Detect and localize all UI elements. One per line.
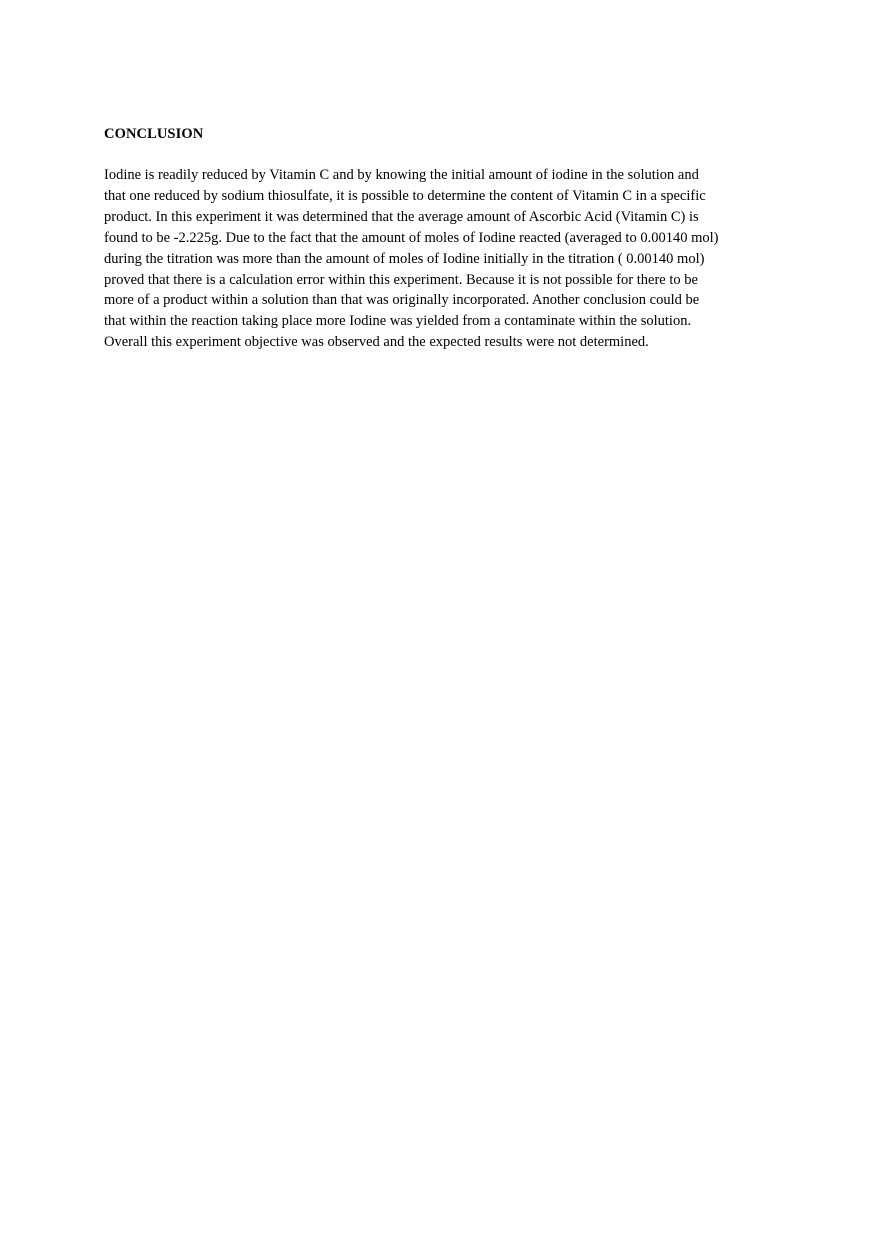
conclusion-paragraph	[104, 165, 794, 353]
paragraph-line: Overall this experiment objective was observed and the expected results were not determined.	[104, 334, 649, 351]
paragraph-line: found to be -2.225g. Due to the fact that the amount of moles of Iodine reacted (averaged to 0.00140 mol)	[104, 229, 719, 246]
paragraph-line: Iodine is readily reduced by Vitamin C and by knowing the initial amount of iodine in the solution and	[104, 167, 699, 183]
paragraph-line: during the titration was more than the amount of moles of Iodine initially in the titration ( 0.00140 mol)	[104, 250, 705, 267]
paragraph-line: product. In this experiment it was determined that the average amount of Ascorbic Acid (Vitamin C) is	[104, 208, 699, 225]
paragraph-line: more of a product within a solution than that was originally incorporated. Another conclusion could be	[104, 292, 700, 309]
conclusion-heading: CONCLUSION	[104, 126, 204, 142]
paragraph-line: that one reduced by sodium thiosulfate, it is possible to determine the content of Vitamin C in a specific	[104, 187, 706, 204]
paragraph-line: proved that there is a calculation error within this experiment. Because it is not possible for there to be	[104, 271, 698, 288]
paragraph-line: that within the reaction taking place more Iodine was yielded from a contaminate within the solution.	[104, 313, 692, 330]
